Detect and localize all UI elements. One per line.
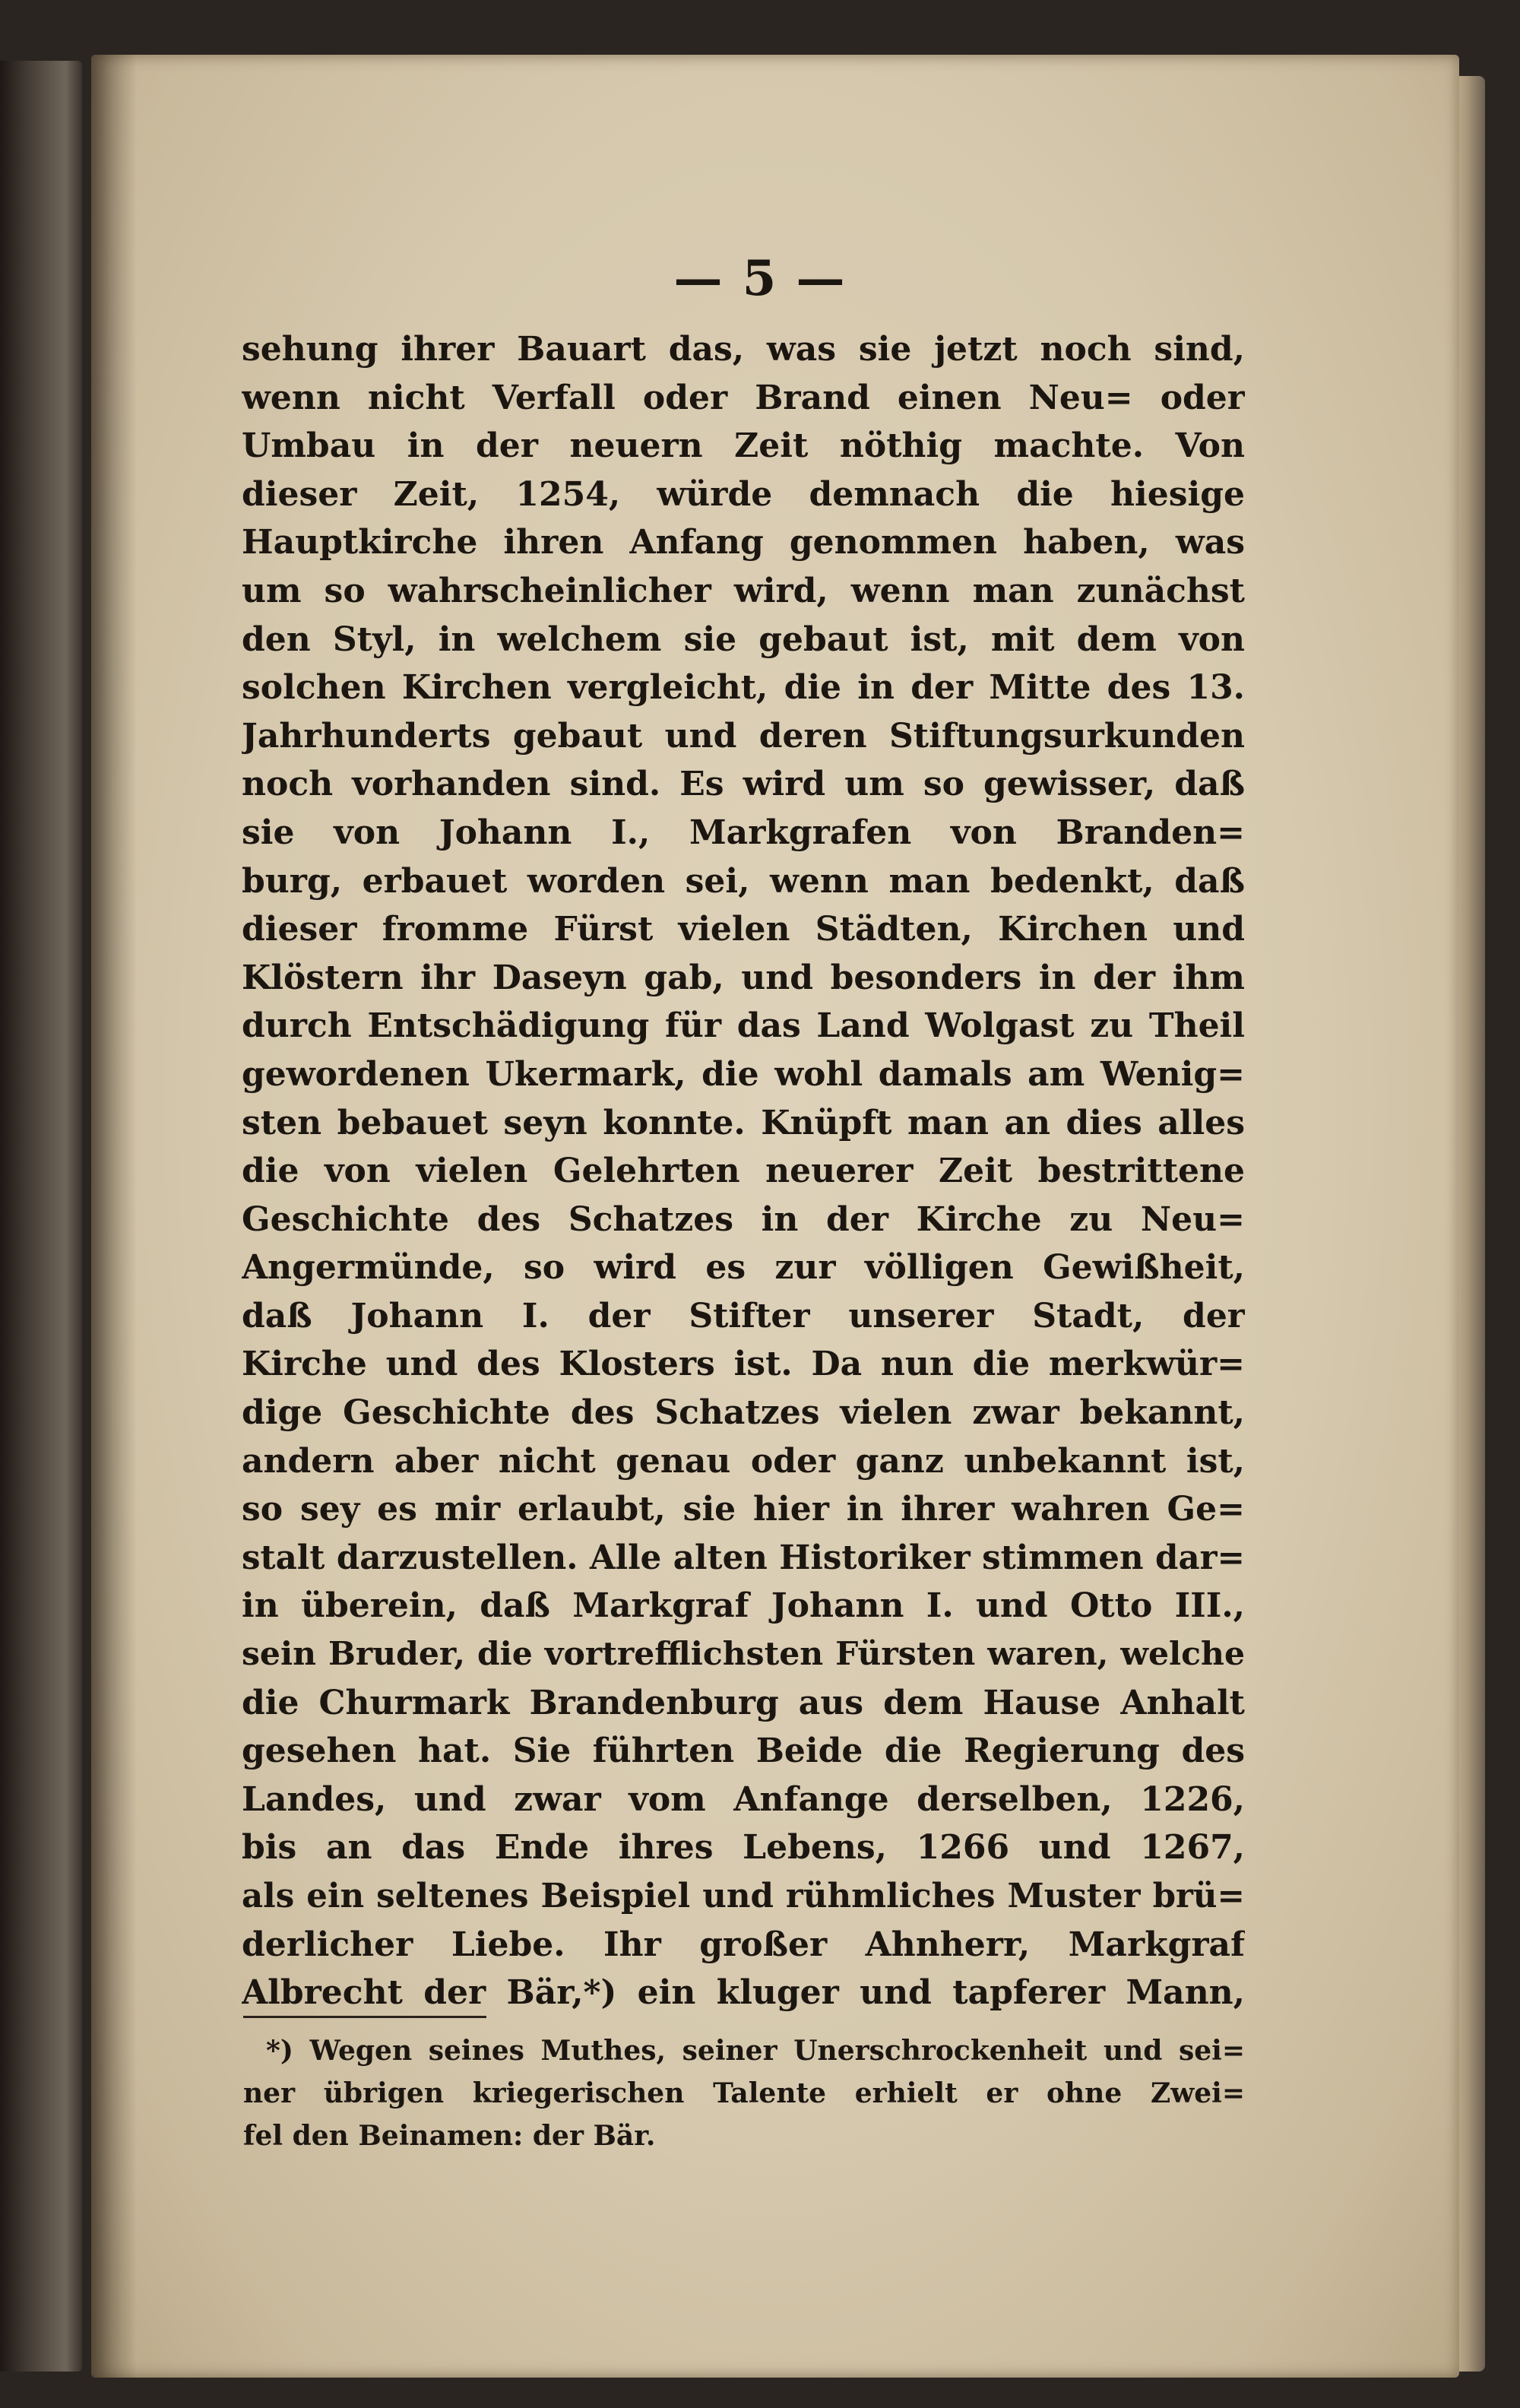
- text-line: gesehen hat. Sie führten Beide die Regierung des: [242, 1732, 1245, 1771]
- text-line: sie von Johann I., Markgrafen von Branden=: [242, 813, 1245, 852]
- text-line: burg, erbauet worden sei, wenn man bedenkt, daß: [242, 861, 1245, 901]
- text-line: die von vielen Gelehrten neuerer Zeit bestrittene: [242, 1152, 1245, 1191]
- text-line: Jahrhunderts gebaut und deren Stiftungsurkunden: [242, 716, 1245, 756]
- text-line: dige Geschichte des Schatzes vielen zwar bekannt,: [242, 1393, 1245, 1433]
- text-line: derlicher Liebe. Ihr großer Ahnherr, Markgraf: [242, 1925, 1245, 1964]
- text-line: die Churmark Brandenburg aus dem Hause Anhalt: [242, 1683, 1245, 1722]
- binding-shadow: [91, 55, 137, 2378]
- text-line: in überein, daß Markgraf Johann I. und Otto III.,: [242, 1586, 1245, 1626]
- text-line: durch Entschädigung für das Land Wolgast zu Theil: [242, 1006, 1245, 1046]
- footnote-line: *) Wegen seines Muthes, seiner Unerschrockenheit und sei=: [266, 2035, 1245, 2067]
- text-line: dieser fromme Fürst vielen Städten, Kirchen und: [242, 910, 1245, 949]
- text-line: wenn nicht Verfall oder Brand einen Neu= oder: [242, 378, 1245, 417]
- text-line: so sey es mir erlaubt, sie hier in ihrer wahren Ge=: [242, 1490, 1245, 1529]
- footnote-line: fel den Beinamen: der Bär.: [243, 2120, 656, 2152]
- body-text: [242, 325, 1245, 2017]
- footnote-line: ner übrigen kriegerischen Talente erhielt er ohne Zwei=: [243, 2077, 1245, 2109]
- footnote: [243, 2029, 1245, 2157]
- page-number: — 5 —: [673, 250, 847, 307]
- text-line: gewordenen Ukermark, die wohl damals am Wenig=: [242, 1054, 1245, 1094]
- text-line: Hauptkirche ihren Anfang genommen haben, was: [242, 523, 1245, 562]
- left-page-edge: [0, 61, 82, 2372]
- text-line: andern aber nicht genau oder ganz unbekannt ist,: [242, 1441, 1245, 1481]
- text-line: als ein seltenes Beispiel und rühmliches Muster brü=: [242, 1877, 1245, 1915]
- text-line: bis an das Ende ihres Lebens, 1266 und 1267,: [242, 1828, 1245, 1868]
- text-line: Angermünde, so wird es zur völligen Gewißheit,: [242, 1248, 1245, 1288]
- text-line: Albrecht der Bär,*) ein kluger und tapferer Mann,: [242, 1973, 1245, 2013]
- text-line: Umbau in der neuern Zeit nöthig machte. Von: [242, 426, 1245, 466]
- text-line: Kirche und des Klosters ist. Da nun die merkwür=: [242, 1345, 1245, 1384]
- text-line: daß Johann I. der Stifter unserer Stadt, der: [242, 1296, 1245, 1335]
- text-line: sein Bruder, die vortrefflichsten Fürsten waren, welche: [242, 1635, 1245, 1674]
- text-line: Landes, und zwar vom Anfange derselben, 1226,: [242, 1779, 1245, 1819]
- text-line: um so wahrscheinlicher wird, wenn man zunächst: [242, 571, 1245, 610]
- text-line: sten bebauet seyn konnte. Knüpft man an dies alles: [242, 1103, 1245, 1142]
- text-line: noch vorhanden sind. Es wird um so gewisser, daß: [242, 765, 1245, 804]
- right-page-edge: [1455, 76, 1485, 2372]
- text-line: stalt darzustellen. Alle alten Historiker stimmen dar=: [242, 1538, 1245, 1577]
- text-line: dieser Zeit, 1254, würde demnach die hiesige: [242, 474, 1245, 514]
- text-line: solchen Kirchen vergleicht, die in der Mitte des 13.: [242, 668, 1245, 708]
- footnote-rule: [243, 2016, 486, 2018]
- text-line: den Styl, in welchem sie gebaut ist, mit dem von: [242, 619, 1245, 659]
- text-line: sehung ihrer Bauart das, was sie jetzt noch sind,: [242, 330, 1245, 369]
- text-line: Geschichte des Schatzes in der Kirche zu Neu=: [242, 1199, 1245, 1239]
- text-line: Klöstern ihr Daseyn gab, und besonders in der ihm: [242, 958, 1245, 997]
